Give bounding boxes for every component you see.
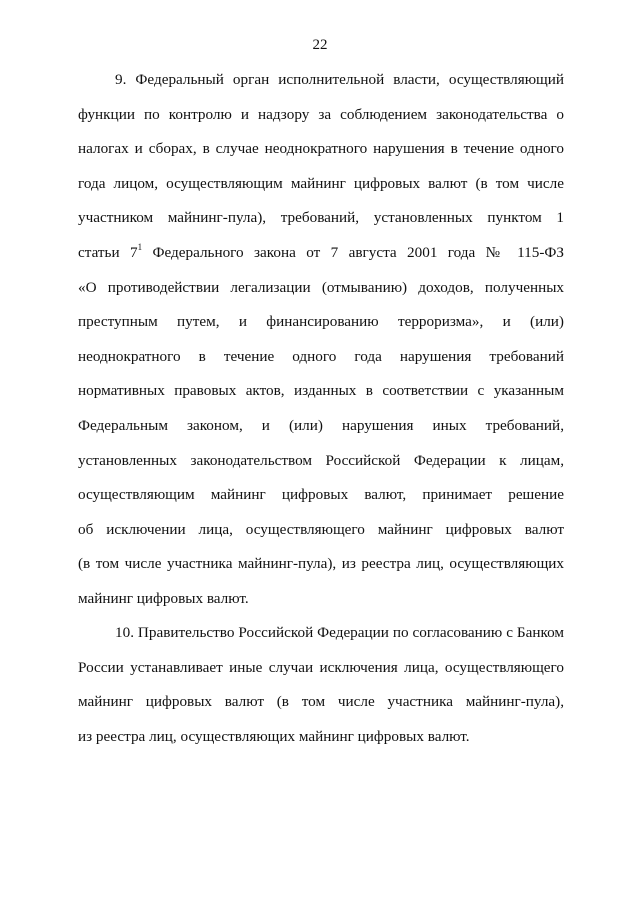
text-line: (в том числе участника майнинг-пула), из реестра лиц, осуществляющих	[78, 555, 564, 573]
text-fragment: Федерального закона от 7 августа 2001 года № 115-ФЗ	[152, 243, 565, 261]
text-line: майнинг цифровых валют (в том числе участника майнинг-пула),	[78, 693, 564, 711]
text-line: России устанавливает иные случаи исключения лица, осуществляющего	[78, 658, 564, 676]
paragraph-9	[78, 70, 564, 624]
text-line: преступным путем, и финансированию терроризма», и (или)	[78, 313, 564, 331]
text-line-with-superscript	[78, 243, 564, 278]
page-number: 22	[312, 37, 328, 53]
superscript: 1	[137, 241, 143, 252]
text-line: из реестра лиц, осуществляющих майнинг цифровых валют.	[78, 727, 470, 745]
text-fragment: статьи 7	[78, 243, 138, 261]
text-line: об исключении лица, осуществляющего майнинг цифровых валют	[78, 520, 564, 538]
text-line: года лицом, осуществляющим майнинг цифровых валют (в том числе	[78, 174, 564, 192]
text-line: 9. Федеральный орган исполнительной власти, осуществляющий	[115, 71, 564, 88]
text-line: 10. Правительство Российской Федерации по согласованию с Банком	[115, 624, 564, 641]
text-line: неоднократного в течение одного года нарушения требований	[78, 347, 564, 365]
paragraph-10	[78, 623, 564, 761]
text-line: установленных законодательством Российской Федерации к лицам,	[78, 451, 564, 469]
text-line: майнинг цифровых валют.	[78, 589, 249, 607]
text-line: налогах и сборах, в случае неоднократного нарушения в течение одного	[78, 140, 564, 158]
text-line: осуществляющим майнинг цифровых валют, принимает решение	[78, 486, 564, 504]
text-line: «О противодействии легализации (отмыванию) доходов, полученных	[78, 278, 564, 296]
text-line: нормативных правовых актов, изданных в соответствии с указанным	[78, 382, 564, 400]
text-line: участником майнинг-пула), требований, установленных пунктом 1	[78, 209, 564, 227]
text-line: функции по контролю и надзору за соблюдением законодательства о	[78, 105, 564, 123]
text-line: Федеральным законом, и (или) нарушения иных требований,	[78, 416, 564, 434]
